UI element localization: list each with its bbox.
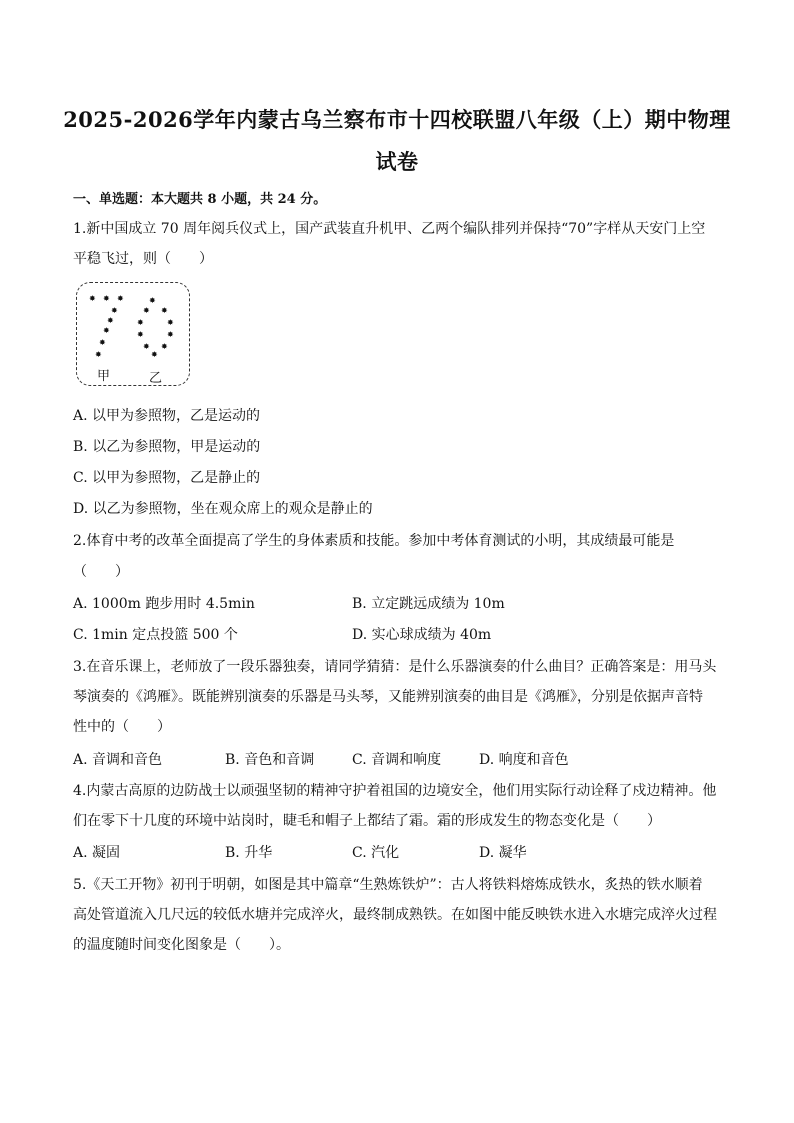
- helicopter-icon: ✸: [89, 294, 96, 303]
- helicopter-icon: ✸: [137, 318, 144, 327]
- q2-stem-line2: （ ）: [73, 564, 129, 580]
- helicopter-icon: ✸: [103, 294, 110, 303]
- helicopter-icon: ✸: [151, 350, 158, 359]
- exam-title-line1: 2025-2026学年内蒙古乌兰察布市十四校联盟八年级（上）期中物理: [63, 107, 731, 132]
- q1-stem-line2: 平稳飞过，则（ ）: [73, 251, 213, 267]
- q2-stem-line1: 2.体育中考的改革全面提高了学生的身体素质和技能。参加中考体育测试的小明，其成绩最可能是: [73, 533, 675, 549]
- q1-option-c: C. 以甲为参照物，乙是静止的: [73, 470, 261, 486]
- helicopter-icon: ✸: [149, 296, 156, 305]
- helicopter-icon: ✸: [103, 326, 110, 335]
- helicopter-icon: ✸: [143, 342, 150, 351]
- q4-option-a: A. 凝固: [73, 845, 121, 861]
- q1-stem-line1: 1.新中国成立 70 周年阅兵仪式上，国产武装直升机甲、乙两个编队排列并保持“70”字样从天安门上空: [73, 221, 706, 237]
- section-heading: 一、单选题：本大题共 8 小题，共 24 分。: [73, 192, 327, 207]
- q4-stem-line2: 们在零下十几度的环境中站岗时，睫毛和帽子上都结了霜。霜的形成发生的物态变化是（ ）: [73, 813, 661, 829]
- q3-option-c: C. 音调和响度: [352, 752, 442, 768]
- q2-option-a: A. 1000m 跑步用时 4.5min: [73, 596, 255, 612]
- q1-option-b: B. 以乙为参照物，甲是运动的: [73, 439, 261, 455]
- q2-option-d: D. 实心球成绩为 40m: [352, 627, 492, 643]
- helicopter-icon: ✸: [167, 330, 174, 339]
- q5-stem-line1: 5.《天工开物》初刊于明朝，如图是其中篇章“生熟炼铁炉”：古人将铁料熔炼成铁水，炙热的铁水顺着: [73, 877, 703, 893]
- q4-stem-line1: 4.内蒙古高原的边防战士以顽强坚韧的精神守护着祖国的边境安全，他们用实际行动诠释了戍边精神。他: [73, 783, 717, 799]
- q1-formation-figure: [76, 282, 190, 386]
- q2-option-c: C. 1min 定点投篮 500 个: [73, 627, 238, 643]
- q4-option-d: D. 凝华: [479, 845, 527, 861]
- q4-option-c: C. 汽化: [352, 845, 400, 861]
- helicopter-icon: ✸: [167, 318, 174, 327]
- helicopter-icon: ✸: [107, 316, 114, 325]
- helicopter-icon: ✸: [95, 350, 102, 359]
- helicopter-icon: ✸: [111, 306, 118, 315]
- helicopter-icon: ✸: [161, 342, 168, 351]
- helicopter-icon: ✸: [161, 306, 168, 315]
- q1-option-d: D. 以乙为参照物，坐在观众席上的观众是静止的: [73, 501, 373, 517]
- q1-option-a: A. 以甲为参照物，乙是运动的: [73, 408, 261, 424]
- q3-stem-line1: 3.在音乐课上，老师放了一段乐器独奏，请同学猜猜：是什么乐器演奏的什么曲目？正确答案是：用马头: [73, 659, 717, 675]
- formation-label-jia: 甲: [97, 369, 111, 384]
- q2-option-b: B. 立定跳远成绩为 10m: [352, 596, 505, 612]
- q5-stem-line3: 的温度随时间变化图象是（ ）。: [73, 937, 290, 953]
- helicopter-icon: ✸: [137, 330, 144, 339]
- q5-stem-line2: 高处管道流入几尺远的较低水塘并完成淬火，最终制成熟铁。在如图中能反映铁水进入水塘完成淬火过程: [73, 907, 717, 923]
- helicopter-icon: ✸: [99, 338, 106, 347]
- q4-option-b: B. 升华: [225, 845, 273, 861]
- helicopter-icon: ✸: [117, 294, 124, 303]
- q3-option-a: A. 音调和音色: [73, 752, 163, 768]
- q3-stem-line2: 琴演奏的《鸿雁》。既能辨别演奏的乐器是马头琴，又能辨别演奏的曲目是《鸿雁》，分别是依据声音特: [73, 689, 703, 705]
- q3-stem-line3: 性中的（ ）: [73, 719, 171, 735]
- q3-option-d: D. 响度和音色: [479, 752, 569, 768]
- formation-label-yi: 乙: [149, 371, 163, 386]
- exam-title-line2: 试卷: [375, 149, 419, 174]
- helicopter-icon: ✸: [143, 306, 150, 315]
- q3-option-b: B. 音色和音调: [225, 752, 315, 768]
